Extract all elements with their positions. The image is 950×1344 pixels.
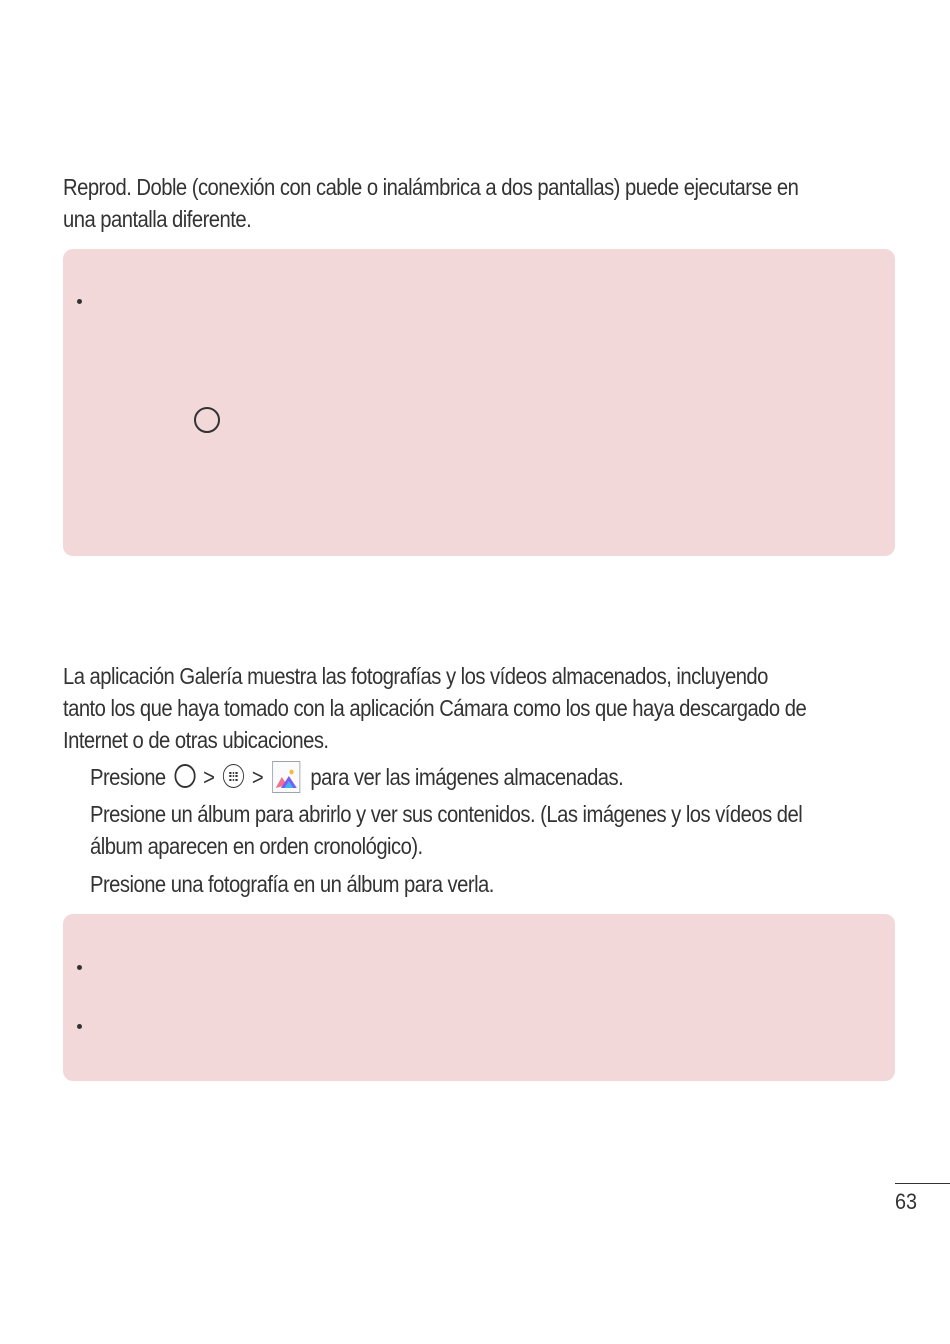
gallery-intro-paragraph [63, 660, 899, 756]
gallery-intro-line-1: La aplicación Galería muestra las fotografías y los vídeos almacenados, incluyendo [63, 663, 768, 689]
gallery-intro-line-3: Internet o de otras ubicaciones. [63, 727, 329, 753]
step-1-suffix: para ver las imágenes almacenadas. [310, 764, 624, 790]
gallery-step-3 [90, 868, 494, 900]
home-button-icon [174, 764, 195, 788]
step-1-separator-1: > [203, 764, 215, 790]
intro-line-2: una pantalla diferente. [63, 206, 252, 232]
page-number-rule [895, 1183, 950, 1184]
gallery-step-1 [90, 761, 623, 793]
step-3-text: Presione una fotografía en un álbum para verla. [90, 871, 494, 897]
step-1-separator-2: > [251, 764, 264, 790]
gallery-step-2 [90, 798, 802, 862]
gallery-app-icon [272, 761, 300, 793]
note-2-bullet-1 [77, 965, 82, 970]
home-button-icon [194, 407, 220, 433]
step-1-prefix: Presione [90, 764, 166, 790]
step-2-line-2: álbum aparecen en orden cronológico). [90, 833, 423, 859]
intro-paragraph [63, 171, 899, 235]
note-2-bullet-2 [77, 1024, 82, 1029]
apps-icon [223, 764, 244, 788]
step-2-line-1: Presione un álbum para abrirlo y ver sus contenidos. (Las imágenes y los vídeos del [90, 801, 803, 827]
intro-line-1: Reprod. Doble (conexión con cable o inalámbrica a dos pantallas) puede ejecutarse en [63, 174, 799, 200]
note-box-2 [63, 914, 895, 1081]
note-box-1 [63, 249, 895, 556]
gallery-intro-line-2: tanto los que haya tomado con la aplicación Cámara como los que haya descargado de [63, 695, 807, 721]
page-number: 63 [895, 1189, 918, 1214]
note-1-bullet [77, 299, 82, 304]
